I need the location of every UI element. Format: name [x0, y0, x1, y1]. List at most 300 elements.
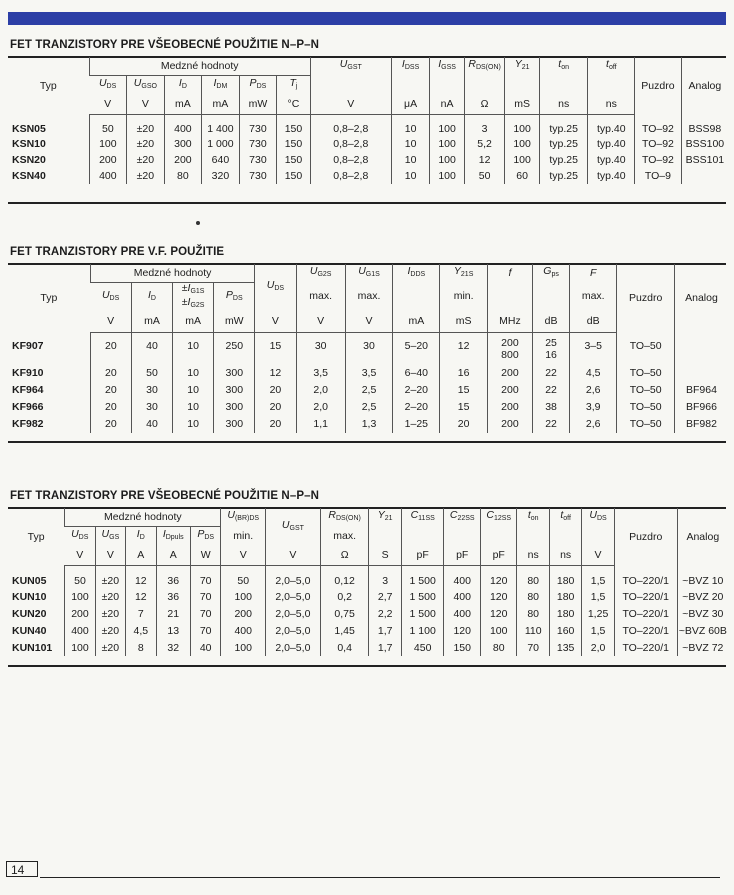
t3-h-ubr: $U_{(BR)DS}$ [221, 508, 266, 526]
value-cell: TO–220/1 [614, 622, 677, 639]
value-cell: 10 [391, 136, 430, 152]
value-cell: 250 [214, 333, 255, 365]
t3-h-id: $I_D$ [126, 526, 156, 545]
value-cell: 2–20 [393, 399, 440, 416]
value-cell: 50 [65, 565, 95, 588]
value-cell: 0,8–2,8 [310, 136, 391, 152]
type-cell: KSN40 [12, 170, 46, 182]
value-cell: 0,2 [320, 588, 369, 605]
value-cell: TO–220/1 [614, 565, 677, 588]
value-cell: TO–50 [617, 399, 675, 416]
value-cell: 150 [444, 639, 481, 656]
value-cell: 100 [505, 136, 539, 152]
value-cell: 160 [549, 622, 581, 639]
value-cell: 100 [430, 114, 464, 136]
table-row [8, 114, 728, 136]
value-cell: 300 [214, 365, 255, 382]
value-cell: 2,0 [582, 639, 614, 656]
value-cell: 300 [214, 382, 255, 399]
value-cell: 10 [173, 365, 214, 382]
value-cell: 10 [173, 333, 214, 365]
value-cell: 36 [156, 588, 190, 605]
value-cell: 0,75 [320, 605, 369, 622]
value-cell: 12 [464, 152, 505, 168]
t2-h-idds: $I_{DDS}$ [393, 264, 440, 282]
table-row [8, 399, 728, 416]
t3-h-ugs: $U_{GS}$ [95, 526, 125, 545]
value-cell: 3,9 [570, 399, 617, 416]
value-cell: 2,5 [345, 382, 392, 399]
table-row [8, 622, 728, 639]
value-cell: 10 [391, 114, 430, 136]
value-cell: 15 [440, 399, 487, 416]
value-cell: 38 [533, 399, 570, 416]
value-cell: 200 800 [487, 333, 532, 365]
value-cell: 400 [221, 622, 266, 639]
t3-h-ugst: $U_{GST}$ [266, 508, 321, 545]
value-cell: 3,5 [296, 365, 345, 382]
type-cell: KSN10 [12, 138, 46, 150]
table2-title: FET TRANZISTORY PRE V.F. POUŽITIE [10, 246, 225, 258]
t3-h-pds: $P_{DS}$ [190, 526, 220, 545]
t1-h-analog: Analog [681, 57, 728, 114]
value-cell: 36 [156, 565, 190, 588]
value-cell: ~BVZ 20 [677, 588, 728, 605]
t3-h-medzne: Medzné hodnoty [65, 508, 221, 526]
value-cell: 1 100 [401, 622, 444, 639]
value-cell: TO–92 [635, 136, 682, 152]
value-cell: 10 [173, 416, 214, 433]
value-cell: 120 [480, 588, 517, 605]
value-cell: 1,45 [320, 622, 369, 639]
t1-h-pds: $P_{DS}$ [239, 75, 277, 94]
t3-h-analog: Analog [677, 508, 728, 565]
value-cell: 22 [533, 382, 570, 399]
value-cell: 30 [296, 333, 345, 365]
value-cell: ±20 [95, 588, 125, 605]
value-cell: 100 [221, 639, 266, 656]
value-cell: 200 [487, 416, 532, 433]
t1-h-typ: Typ [39, 79, 57, 92]
type-cell: KSN05 [12, 123, 46, 135]
value-cell: 20 [440, 416, 487, 433]
value-cell: typ.40 [588, 136, 635, 152]
value-cell: 1–25 [393, 416, 440, 433]
value-cell: 100 [430, 168, 464, 184]
value-cell: 20 [90, 399, 131, 416]
type-cell: KUN40 [12, 624, 47, 637]
value-cell: 3–5 [570, 333, 617, 365]
value-cell: 100 [505, 152, 539, 168]
value-cell: 1,1 [296, 416, 345, 433]
t2-h-ug2s: $U_{G2S}$ [296, 264, 345, 282]
value-cell: 1 500 [401, 588, 444, 605]
type-cell: KF910 [12, 367, 44, 379]
value-cell: 400 [65, 622, 95, 639]
value-cell: 120 [444, 622, 481, 639]
value-cell: 730 [239, 168, 277, 184]
table3-title: FET TRANZISTORY PRE VŠEOBECNÉ POUŽITIE N–P–N [10, 490, 319, 502]
t2-h-analog: Analog [674, 264, 728, 333]
value-cell: 80 [164, 168, 202, 184]
t2-h-medzne: Medzné hodnoty [90, 264, 255, 282]
value-cell: 100 [65, 639, 95, 656]
type-cell: KF907 [12, 339, 44, 352]
value-cell: 0,8–2,8 [310, 114, 391, 136]
value-cell: BF982 [674, 416, 728, 433]
table-row [8, 588, 728, 605]
value-cell: 110 [517, 622, 549, 639]
value-cell: 40 [131, 333, 172, 365]
value-cell: ~BVZ 72 [677, 639, 728, 656]
value-cell: 1 000 [202, 136, 240, 152]
value-cell: 200 [487, 365, 532, 382]
t1-h-id: $I_D$ [164, 75, 202, 94]
table1 [8, 57, 728, 184]
value-cell: typ.25 [539, 114, 588, 136]
value-cell: 1 500 [401, 605, 444, 622]
t2-units-row: V mA mA mW V V V mA mS MHz dB dB [8, 311, 728, 333]
value-cell: 5,2 [464, 136, 505, 152]
t2-h-uds: $U_{DS}$ [101, 288, 120, 302]
table-row [8, 365, 728, 382]
table-row [8, 136, 728, 152]
value-cell: 20 [90, 382, 131, 399]
value-cell [681, 168, 728, 184]
top-color-bar [8, 12, 726, 25]
type-cell: KF964 [12, 384, 44, 396]
value-cell: ±20 [95, 639, 125, 656]
value-cell: 300 [214, 416, 255, 433]
table-row [8, 639, 728, 656]
t2-h-ig: $\pm I_{G1S}$ $\pm I_{G2S}$ [173, 282, 214, 311]
t1-h-puzdro: Puzdro [635, 57, 682, 114]
value-cell: 100 [221, 588, 266, 605]
value-cell: 0,8–2,8 [310, 168, 391, 184]
value-cell: 16 [440, 365, 487, 382]
value-cell: TO–50 [617, 333, 675, 365]
value-cell: 180 [549, 565, 581, 588]
value-cell: 2,0–5,0 [266, 622, 321, 639]
value-cell: 5–20 [393, 333, 440, 365]
value-cell: 730 [239, 152, 277, 168]
value-cell: 15 [255, 333, 296, 365]
t1-h-y21: $Y_{21}$ [505, 57, 539, 75]
value-cell: 320 [202, 168, 240, 184]
value-cell: 6–40 [393, 365, 440, 382]
value-cell: 300 [214, 399, 255, 416]
value-cell: 150 [277, 114, 311, 136]
t1-units-row: V V mA mA mW °C V μA nA Ω mS ns ns [8, 94, 728, 114]
value-cell: 30 [131, 382, 172, 399]
value-cell: 730 [239, 114, 277, 136]
table-row [8, 565, 728, 588]
value-cell: 120 [480, 565, 517, 588]
table-row [8, 416, 728, 433]
value-cell: 80 [517, 565, 549, 588]
t1-h-ugst: $U_{GST}$ [310, 57, 391, 75]
table-row [8, 605, 728, 622]
value-cell: 400 [89, 168, 127, 184]
t1-h-idm: $I_{DM}$ [202, 75, 240, 94]
value-cell: 4,5 [570, 365, 617, 382]
value-cell: ±20 [95, 622, 125, 639]
value-cell: 400 [444, 565, 481, 588]
t2-h-f: f [487, 264, 532, 282]
t3-h-ton: $t_{on}$ [517, 508, 549, 526]
value-cell: 135 [549, 639, 581, 656]
value-cell: TO–220/1 [614, 639, 677, 656]
value-cell: TO–220/1 [614, 605, 677, 622]
t2-h-gps: $G_{ps}$ [533, 264, 570, 282]
t2-h-id: $I_D$ [131, 282, 172, 311]
value-cell: 2,0 [296, 399, 345, 416]
type-cell: KUN20 [12, 607, 47, 620]
value-cell: 400 [164, 114, 202, 136]
t1-h-igss: $I_{GSS}$ [430, 57, 464, 75]
type-cell: KUN10 [12, 590, 47, 603]
value-cell: ±20 [127, 168, 165, 184]
value-cell: 20 [90, 333, 131, 365]
value-cell: BF964 [674, 382, 728, 399]
value-cell: 70 [190, 588, 220, 605]
t3-h-idp: $I_{Dpuls}$ [156, 526, 190, 545]
page-number: 14 [6, 861, 38, 877]
value-cell: 30 [131, 399, 172, 416]
value-cell: 15 [440, 382, 487, 399]
t2-h-ug1s: $U_{G1S}$ [345, 264, 392, 282]
value-cell: 21 [156, 605, 190, 622]
value-cell: 13 [156, 622, 190, 639]
value-cell: ~BVZ 10 [677, 565, 728, 588]
value-cell: 1 400 [202, 114, 240, 136]
value-cell: typ.25 [539, 152, 588, 168]
value-cell: 180 [549, 605, 581, 622]
value-cell: 10 [173, 382, 214, 399]
value-cell: 200 [65, 605, 95, 622]
value-cell: 640 [202, 152, 240, 168]
t2-h-uds2: $U_{DS}$ [255, 264, 296, 311]
value-cell: 4,5 [126, 622, 156, 639]
value-cell: 50 [221, 565, 266, 588]
value-cell: 1,3 [345, 416, 392, 433]
value-cell: typ.25 [539, 168, 588, 184]
value-cell: 2,6 [570, 382, 617, 399]
value-cell: 3,5 [345, 365, 392, 382]
value-cell: BSS101 [681, 152, 728, 168]
value-cell: 20 [90, 365, 131, 382]
value-cell: 3 [369, 565, 401, 588]
value-cell: 200 [221, 605, 266, 622]
value-cell: 80 [480, 639, 517, 656]
t3-h-puzdro: Puzdro [614, 508, 677, 565]
t1-h-ton: $t_{on}$ [539, 57, 588, 75]
table-row [8, 152, 728, 168]
value-cell: 2,2 [369, 605, 401, 622]
value-cell: 50 [89, 114, 127, 136]
value-cell: 10 [391, 168, 430, 184]
value-cell: 1,7 [369, 622, 401, 639]
value-cell: ±20 [127, 114, 165, 136]
t3-h-c12: $C_{12SS}$ [480, 508, 517, 526]
value-cell: 100 [505, 114, 539, 136]
value-cell: typ.25 [539, 136, 588, 152]
t1-h-rds: $R_{DS(ON)}$ [464, 57, 505, 75]
value-cell: BSS100 [681, 136, 728, 152]
type-cell: KF966 [12, 401, 44, 413]
value-cell: 3 [464, 114, 505, 136]
t2-h-F: F [570, 264, 617, 282]
table3: Typ Medzné hodnoty $U_{(BR)DS}$ $U_{GST}$ $R_{DS(ON)}$ $Y_{21}$ $C_{11SS}$ $C_{22SS}$ $C_{12SS}$ $t_{on}$ $t_{off}$ $U_{DS}$ Puzdro Analog $U_{DS}$ $U_{GS}$ $I_D$ $I_{Dpuls}$ $P_{DS}$ min. max. V V A A W V V Ω S pF pF pF ns ns V KUN05 50 ±20 12 36 70 50 2,0–5,0 0,12 3 1 500 400 120 80 180 1,5 TO–220/1 ~BVZ 10 KUN10 100 ±20 12 36 70 100 2,0–5,0 0,2 2,7 1 500 400 120 80 180 1,5 TO–220/1 ~BVZ 20 KUN20 200 ±20 7 21 70 200 2,0–5,0 0,75 2,2 1 500 400 120 80 180 1,25 TO–220/1 ~BVZ 30 KUN40 400 ±20 4,5 13 70 400 2,0–5,0 1,45 1,7 1 100 120 100 110 160 1,5 TO–220/1 ~BVZ 60B KUN101 100 ±20 8 32 40 100 2,0–5,0 0,4 1,7 450 150 80 70 135 2,0 TO–220/1 ~BVZ 72 [8, 508, 728, 656]
t2-h-pds: $P_{DS}$ [214, 282, 255, 311]
value-cell: 100 [65, 588, 95, 605]
t3-units-row: V V A A W V V Ω S pF pF pF ns ns V [8, 545, 728, 565]
value-cell: 7 [126, 605, 156, 622]
value-cell: ~BVZ 30 [677, 605, 728, 622]
table2: Typ Medzné hodnoty $U_{DS}$ $U_{G2S}$ $U_{G1S}$ $I_{DDS}$ $Y_{21S}$ f $G_{ps}$ F Puzdro Analog $U_{DS}$ $I_D$ $\pm I_{G1S}$ $\pm I_{G2S}$ $P_{DS}$ max. max. min. max. V mA mA mW V V V mA mS MHz dB dB KF907 20 40 10 250 15 30 30 5–20 12 200 800 25 16 3–5 TO–50 KF910 20 50 10 300 12 3,5 3,5 6–40 16 200 22 4,5 TO–50 KF964 20 30 10 300 20 2,0 2,5 2–20 15 200 22 2,6 TO–50 BF964 KF966 20 30 10 300 20 2,0 2,5 2–20 15 200 38 3,9 TO–50 BF966 KF982 20 40 10 300 20 1,1 1,3 1–25 20 200 22 2,6 TO–50 BF982 [8, 264, 728, 433]
value-cell: TO–9 [635, 168, 682, 184]
value-cell: BSS98 [681, 114, 728, 136]
value-cell: typ.40 [588, 168, 635, 184]
value-cell: 100 [89, 136, 127, 152]
value-cell: 2,0–5,0 [266, 605, 321, 622]
value-cell: 40 [131, 416, 172, 433]
t2-h-puzdro: Puzdro [617, 264, 675, 333]
value-cell: TO–92 [635, 152, 682, 168]
t1-h-uds: $U_{DS}$ [98, 76, 117, 90]
value-cell: 70 [517, 639, 549, 656]
value-cell: 100 [480, 622, 517, 639]
t3-h-uds: $U_{DS}$ [71, 527, 89, 541]
value-cell: typ.40 [588, 114, 635, 136]
t1-h-idss: $I_{DSS}$ [391, 57, 430, 75]
value-cell: 2,0–5,0 [266, 565, 321, 588]
value-cell: 70 [190, 565, 220, 588]
type-cell: KUN05 [12, 575, 47, 587]
value-cell: 22 [533, 365, 570, 382]
value-cell: ±20 [127, 152, 165, 168]
value-cell: 40 [190, 639, 220, 656]
table-row [8, 333, 728, 365]
value-cell: typ.40 [588, 152, 635, 168]
t3-h-y21: $Y_{21}$ [369, 508, 401, 526]
value-cell: 450 [401, 639, 444, 656]
table1-title: FET TRANZISTORY PRE VŠEOBECNÉ POUŽITIE N–P–N [10, 39, 319, 51]
footer-rule [40, 877, 720, 878]
value-cell: 100 [430, 136, 464, 152]
value-cell: 1 500 [401, 565, 444, 588]
value-cell: 150 [277, 168, 311, 184]
value-cell: 2,0–5,0 [266, 639, 321, 656]
t1-h-toff: $t_{off}$ [588, 57, 635, 75]
t3-h-c11: $C_{11SS}$ [401, 508, 444, 526]
value-cell: 12 [440, 333, 487, 365]
type-cell: KUN101 [12, 641, 53, 654]
value-cell: 200 [89, 152, 127, 168]
value-cell: 1,5 [582, 565, 614, 588]
value-cell: 20 [255, 382, 296, 399]
value-cell: 2,7 [369, 588, 401, 605]
value-cell: 200 [487, 399, 532, 416]
value-cell: 25 16 [533, 333, 570, 365]
table-row [8, 382, 728, 399]
t1-h-ugso: $U_{GSO}$ [127, 75, 165, 94]
value-cell: 12 [255, 365, 296, 382]
value-cell: 0,4 [320, 639, 369, 656]
value-cell: TO–92 [635, 114, 682, 136]
t3-h-rds: $R_{DS(ON)}$ [320, 508, 369, 526]
value-cell: 32 [156, 639, 190, 656]
value-cell: ±20 [95, 565, 125, 588]
value-cell: 60 [505, 168, 539, 184]
type-cell: KF982 [12, 418, 44, 430]
t2-h-typ: Typ [40, 292, 58, 305]
value-cell: 2,6 [570, 416, 617, 433]
table-row [8, 168, 728, 184]
value-cell: 10 [391, 152, 430, 168]
value-cell: 20 [255, 416, 296, 433]
value-cell: 1,5 [582, 622, 614, 639]
value-cell: 80 [517, 588, 549, 605]
value-cell: 1,25 [582, 605, 614, 622]
t3-h-typ: Typ [27, 530, 45, 543]
t3-h-uds2: $U_{DS}$ [582, 508, 614, 526]
value-cell: 20 [255, 399, 296, 416]
value-cell [674, 333, 728, 365]
t1-h-tj: $T_j$ [277, 75, 311, 94]
value-cell: 0,12 [320, 565, 369, 588]
value-cell: 8 [126, 639, 156, 656]
value-cell: ~BVZ 60B [677, 622, 728, 639]
value-cell: ±20 [127, 136, 165, 152]
t1-h-medzne: Medzné hodnoty [89, 57, 310, 75]
value-cell: 730 [239, 136, 277, 152]
value-cell: 22 [533, 416, 570, 433]
value-cell: 150 [277, 152, 311, 168]
value-cell: 12 [126, 565, 156, 588]
value-cell: TO–220/1 [614, 588, 677, 605]
t3-h-toff: $t_{off}$ [549, 508, 581, 526]
value-cell: 30 [345, 333, 392, 365]
value-cell: 20 [90, 416, 131, 433]
print-speck [196, 221, 200, 225]
value-cell: 100 [430, 152, 464, 168]
value-cell: TO–50 [617, 365, 675, 382]
value-cell: 200 [164, 152, 202, 168]
type-cell: KSN20 [12, 154, 46, 166]
value-cell: 2,0 [296, 382, 345, 399]
value-cell: TO–50 [617, 382, 675, 399]
t3-h-c22: $C_{22SS}$ [444, 508, 481, 526]
value-cell: 150 [277, 136, 311, 152]
value-cell: 50 [131, 365, 172, 382]
value-cell: 1,7 [369, 639, 401, 656]
value-cell: 70 [190, 622, 220, 639]
value-cell: 180 [549, 588, 581, 605]
value-cell: 50 [464, 168, 505, 184]
value-cell: 200 [487, 382, 532, 399]
value-cell: 80 [517, 605, 549, 622]
value-cell: BF966 [674, 399, 728, 416]
value-cell: 400 [444, 605, 481, 622]
value-cell: 400 [444, 588, 481, 605]
value-cell: 70 [190, 605, 220, 622]
t2-h-y21s: $Y_{21S}$ [440, 264, 487, 282]
value-cell: 300 [164, 136, 202, 152]
value-cell: 2,0–5,0 [266, 588, 321, 605]
value-cell: 120 [480, 605, 517, 622]
value-cell: 2–20 [393, 382, 440, 399]
